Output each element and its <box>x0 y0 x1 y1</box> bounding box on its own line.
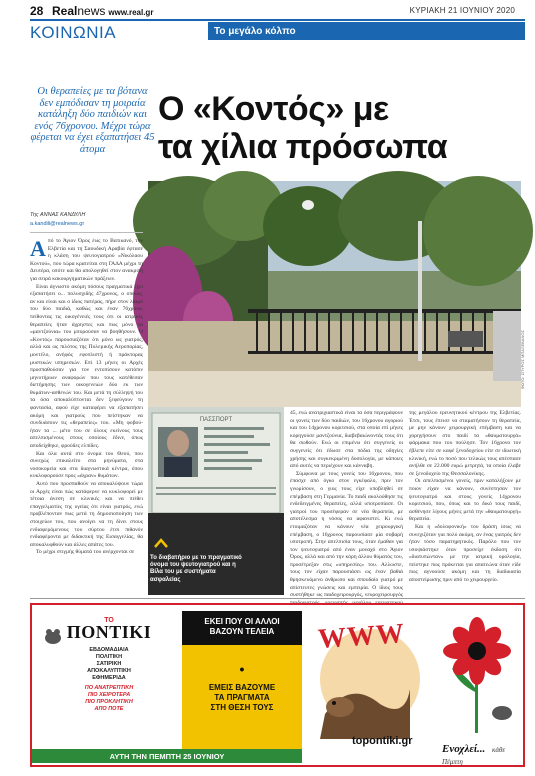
ad-tagline-line: ΕΒΔΟΜΑΔΙΑΙΑ <box>89 647 129 653</box>
brand-site[interactable]: www.real.gr <box>108 8 154 17</box>
author-email[interactable]: a.kandili@realnews.gr <box>30 221 85 227</box>
brand-bold: Real <box>52 4 78 18</box>
ad-tagline-line: ΑΠΟΚΑΛΥΠΤΙΚΗ <box>87 668 131 674</box>
article-column-1 <box>30 238 143 594</box>
ad-separator <box>30 598 525 599</box>
ad-red-tagline <box>54 685 164 713</box>
byline-rule <box>30 232 143 233</box>
col1-paragraph: Και όλα αυτά στο όνομα του Θεού, που συνεχώς επικαλείτο στα μηνύματα, στα νοσοκομεία και στα διαγνωστικά κέντρα, όπου κυκλοφορούσε προς «άγραν» θυμάτων. <box>30 450 143 480</box>
ad-red-line: ΑΠΟ ΠΟΤΕ <box>94 706 124 712</box>
ad-center-top <box>182 611 302 645</box>
ad-red-line: ΠΙΟ ΠΡΟΚΛΗΤΙΚΗ <box>85 699 133 705</box>
headline-line-2: τα χίλια πρόσωπα <box>158 128 448 166</box>
dateline: ΚΥΡΙΑΚΗ 21 ΙΟΥΝΙΟΥ 2020 <box>409 6 515 15</box>
section-title: ΚΟΙΝΩΝΙΑ <box>30 23 117 42</box>
villa-photo-illustration <box>148 181 521 407</box>
ad-domain[interactable]: topontiki.gr <box>352 735 413 747</box>
rubric-label: Το μεγάλο κόλπο <box>214 25 296 37</box>
byline: Της ΑΝΝΑΣ ΚΑΝΔΥΛΗ <box>30 212 86 218</box>
flower-icon <box>432 613 522 733</box>
mouse-logo-icon <box>42 625 64 647</box>
col2-paragraph: 45, ενώ ανατριχιαστικά είναι τα όσα περιγράφουν οι γονείς των δύο παιδιών, του 16χρονου αγοριού και του 14χρονου κοριτσιού, στα οποία επί μήνες κορηγούσε μαντζούνια, διαβεβαιώνοντάς τους ότι θα σωθούν. Ενώ οι επιμένω ότι συγγενείς οι συγγενείς ότι έδωσε στα πόδια της οδηγίες χρήσης και συγκεκριμένη δοσολογία, με κάποιες από αυτές να περιέχουν και κάνναβη. <box>290 410 403 470</box>
photo-credit: ΦΩΤΟ: ΣΠΥΡΟΣ ΜΠΑΞΕΒΑΝΟΣ <box>520 330 525 390</box>
ad-www-text: WWW <box>316 618 406 655</box>
ad-logo-to: ΤΟ <box>104 617 114 624</box>
header-rule <box>30 19 525 21</box>
col1-paragraph: Το μέχρι στιγμής θύματά του ανέρχονται σε <box>36 549 135 556</box>
ad-center-panel <box>182 611 302 749</box>
photo-caption: Το διαβατήριο με το πραγματικό όνομα του ψευτογιατρού και η Βίλα του με συστήματα ασφαλείας <box>150 555 242 583</box>
ad-bullet: • <box>239 661 245 677</box>
brand-light: news <box>77 4 106 18</box>
ad-center-bottom-line: ΤΑ ΠΡΑΓΜΑΤΑ <box>214 693 270 702</box>
page-number: 28 <box>30 4 44 18</box>
ad-tagline-line: ΕΦΗΜΕΡΙΔΑ <box>92 675 126 681</box>
ad-slogan-tail: κάθε Πέμπτη <box>442 746 506 766</box>
col3-paragraph: της μεγάλου ερευνητικού κέντρου της Ελβετίας. Έτσι, τους έπεισε να σταματήσουν τη θεραπεία, με μην κάνουν χειρουργική επέμβαση και να χορηγήσουν στο παιδί τα «θαυματουργά» φάρμακα που του πούλησε. Τον 16χρονο τον έβλεπε είτε σε καφέ ξενοδοχείου είτε σε ιδιωτική κλινική, ενώ το ποσό που τελικώς τους απέσπασε ανήλθε σε 22.000 ευρώ μετρητά, τα οποία έλαβε σε ξενοδοχείο της Θεσσαλονίκης. <box>409 410 521 477</box>
col3-paragraph: Και η «δολοφονική» του δράση ίσως να συνεχιζόταν για πολύ ακόμη, αν ένας γιατρός δεν ήταν τόσο παρατηρητικός. Παρόλο που τον υποψιάστηκε όταν προσείχε έκδοση ότι «διατυπώνταν» με την ιατρική ορολογία, πείστηκε πως πρόκειται για απατεώνα όταν είδε πως αγνοούσε ακόμη και τη διαδικασία αποστείρωσης πριν από το χειρουργείο. <box>409 523 521 584</box>
ad-tagline <box>54 647 164 682</box>
ad-date-text: ΑΥΤΗ ΤΗΝ ΠΕΜΠΤΗ 25 ΙΟΥΝΙΟΥ <box>109 751 225 761</box>
rubric-bar <box>208 22 525 40</box>
ad-logo-block <box>54 617 164 713</box>
pontiki-advertisement[interactable] <box>30 603 525 767</box>
article-column-3 <box>409 410 521 596</box>
ad-slogan-main: Ενοχλεί... <box>442 743 486 755</box>
ad-center-bottom-line: ΕΜΕΙΣ ΒΑΖΟΥΜΕ <box>208 683 276 692</box>
brand-logo <box>52 4 153 18</box>
ad-center-bottom <box>182 683 302 713</box>
article-subhead: Οι θεραπείες με τα βότανα δεν εμπόδισαν τη μοιραία κατάληξη δύο παιδιών και ενός 76χρονου. Μέχρι τώρα φέρεται να έχει εξαπατήσει 45 άτομα <box>30 86 155 155</box>
ad-date-banner <box>32 749 302 763</box>
col3-paragraph: Οι απελπισμένοι γονείς, πριν καταλήξουν με ποιον είχαν να κάνουν, συνέστησαν τον ψευτογιατρό και στους γονείς 14χρονου κοριτσιού, που, όπως και το δικό τους παιδί, ασθένησε λίγους μήνες μετά την «θαυματουργή» θεραπεία. <box>409 478 521 523</box>
villa-photo <box>148 181 521 407</box>
passport-header-text: ΠΑΣΣΠΟΡΤ <box>199 417 233 423</box>
ad-logo-name: ΠΟΝΤΙΚΙ <box>66 622 152 642</box>
dropcap: Α <box>30 236 46 261</box>
col2-paragraph: Σύμφωνα με τους γονείς του 16χρονου, που έπασχε από όγκο στον εγκέφαλο, πριν τον γνωρίσουν, ο γιος τους είχε υποβληθεί σε επέμβαση στη Γερμανία. Το παιδί ακολούθησε τις ενδεδειγμένες θεραπείες, αλλά υποτροπίασε. Οι γιατροί του προσέφεραν σε νέα θεραπεία, με αποτέλεσμα η νόσος να αφανιστεί. Κι ενώ ετοιμαζόταν να κάνουν νέα χειρουργική επέμβαση, ο 16χρονος παρουσίασε μία σοβαρή υποτροπή. Στην απελπισία τους, όταν έμαθαν για τον ψευτογιατρό από έναν μοναχό στο Άγιον Όρος, αλλά και από την κόρη άλλου θύματός του, προσέτρεξαν στις «υπηρεσίες» του. Αλλωστε, τους τον είχαν παρουσιάσει ως έναν βαθιά θρησκευόμενο άνθρωπο και σπουδαίο γιατρό με απίστευτες γνώσεις και εμπειρία. Ο ίδιος τους συστήθηκε ως παιδοχειρουργός, νευροχειρουργός <box>290 470 403 599</box>
ad-tagline-line: ΣΑΤΙΡΙΚΗ <box>96 661 122 667</box>
article-headline <box>158 90 518 166</box>
col1-paragraph: πό το Άγιον Όρος έως το Βατικανό, την Ελβετία και τη Σαουδική Αραβία έφτασε η κλάση του ψευτογιατρού «Νικόλαου Κοντού», που τώρα κρατείται στη ΓΑΔΑ μέχρι τη Δευτέρα, οπότε και θα απολογηθεί στον ανακριτή για σειρά κακουργηματικών πράξεων. <box>30 238 143 282</box>
ad-center-top-line: ΒΑΖΟΥΝ ΤΕΛΕΙΑ <box>209 627 275 636</box>
ad-tagline-line: ΠΟΛΙΤΙΚΗ <box>95 654 123 660</box>
article-column-2 <box>290 410 403 599</box>
ad-center-bottom-line: ΣΤΗ ΘΕΣΗ ΤΟΥΣ <box>210 703 274 712</box>
ad-center-top-line: ΕΚΕΙ ΠΟΥ ΟΙ ΑΛΛΟΙ <box>204 617 280 626</box>
ad-slogan <box>442 743 523 767</box>
ad-red-line: ΠΙΟ ΧΕΙΡΟΤΕΡΑ <box>87 692 131 698</box>
ad-red-line: ΠΟ ΑΝΑΤΡΕΠΤΙΚΗ <box>84 685 134 691</box>
caption-chevron-icon <box>154 538 168 548</box>
col1-paragraph: Αυτό που προσπαθούν να αποκαλύψουν τώρα οι Αρχές είναι πώς κατάφερνε να κυκλοφορεί με τέτοια άνεση σε κλινικές και να πείθει επαγγελματίες της υγείας ότι είναι γιατρός, ενώ προβλέπονταν πως μετά τη δημοσιοποίηση των στοιχείων του, που ανοίγει να τη δίνει στους ενδιαφερόμενους του σύρτου έτσι πιθανόν ενδιαφέροντα με διδακτική της Εισαγγελίας, θα αποκαλυφθούν και άλλες απάτες του. <box>30 481 143 548</box>
headline-line-1: Ο «Κοντός» με <box>158 90 389 128</box>
col1-paragraph: Είναι άγνωστο ακόμη πόσους πραγματικά έχει εξαπατήσει ο... πολυσχιδής 47χρονος, ο οποίος, αν και είναι και ο ίδιος πατέρας, πήρε στον λαιμό του δύο παιδιά, καθώς και έναν 76χρονο, πείθοντας τις οικογένειές τους ότι οι ιατρικές θεραπείες ήταν άχρηστες και πως μόνο τα «μαντζούνια» του μπορούσαν να βοηθήσουν. Ο «Κοντός» παρουσιαζόταν ότι μόνο ως γιατρός, αλλά και ως πιλότος της Πολεμικής Αεροπορίας, μοντέλο, ανήφός εφοπλιστή ή πράκτορας μυστικών υπηρεσιών. Επί 13 μήνες οι Αρχές προσπαθούσαν για τον εντοπίσουν κατόπιν μηνυτήριων αναφορών που τους κατέθεσαν διετήρησης των οικογενειών δύο εκ των θυμάτων-ασθενών του. Και μετά τη σύλληψή του τα όσα αποκαλύπτονται δεν ξεφεύγουν τη φαντασία, αφού είχε καταφέρει να εξαπατήσει ακόμη και γιατρούς που πείστηκαν να συνδυάσουν τις «θεραπείες» του. «Μη φοβού-ήταν τα ... μέτο του σε όλους εκείνους τους απελπισμένους στους οποίους έδινε, όπως αποδείχθηκε, φρούδες ελπίδες. <box>30 283 143 450</box>
